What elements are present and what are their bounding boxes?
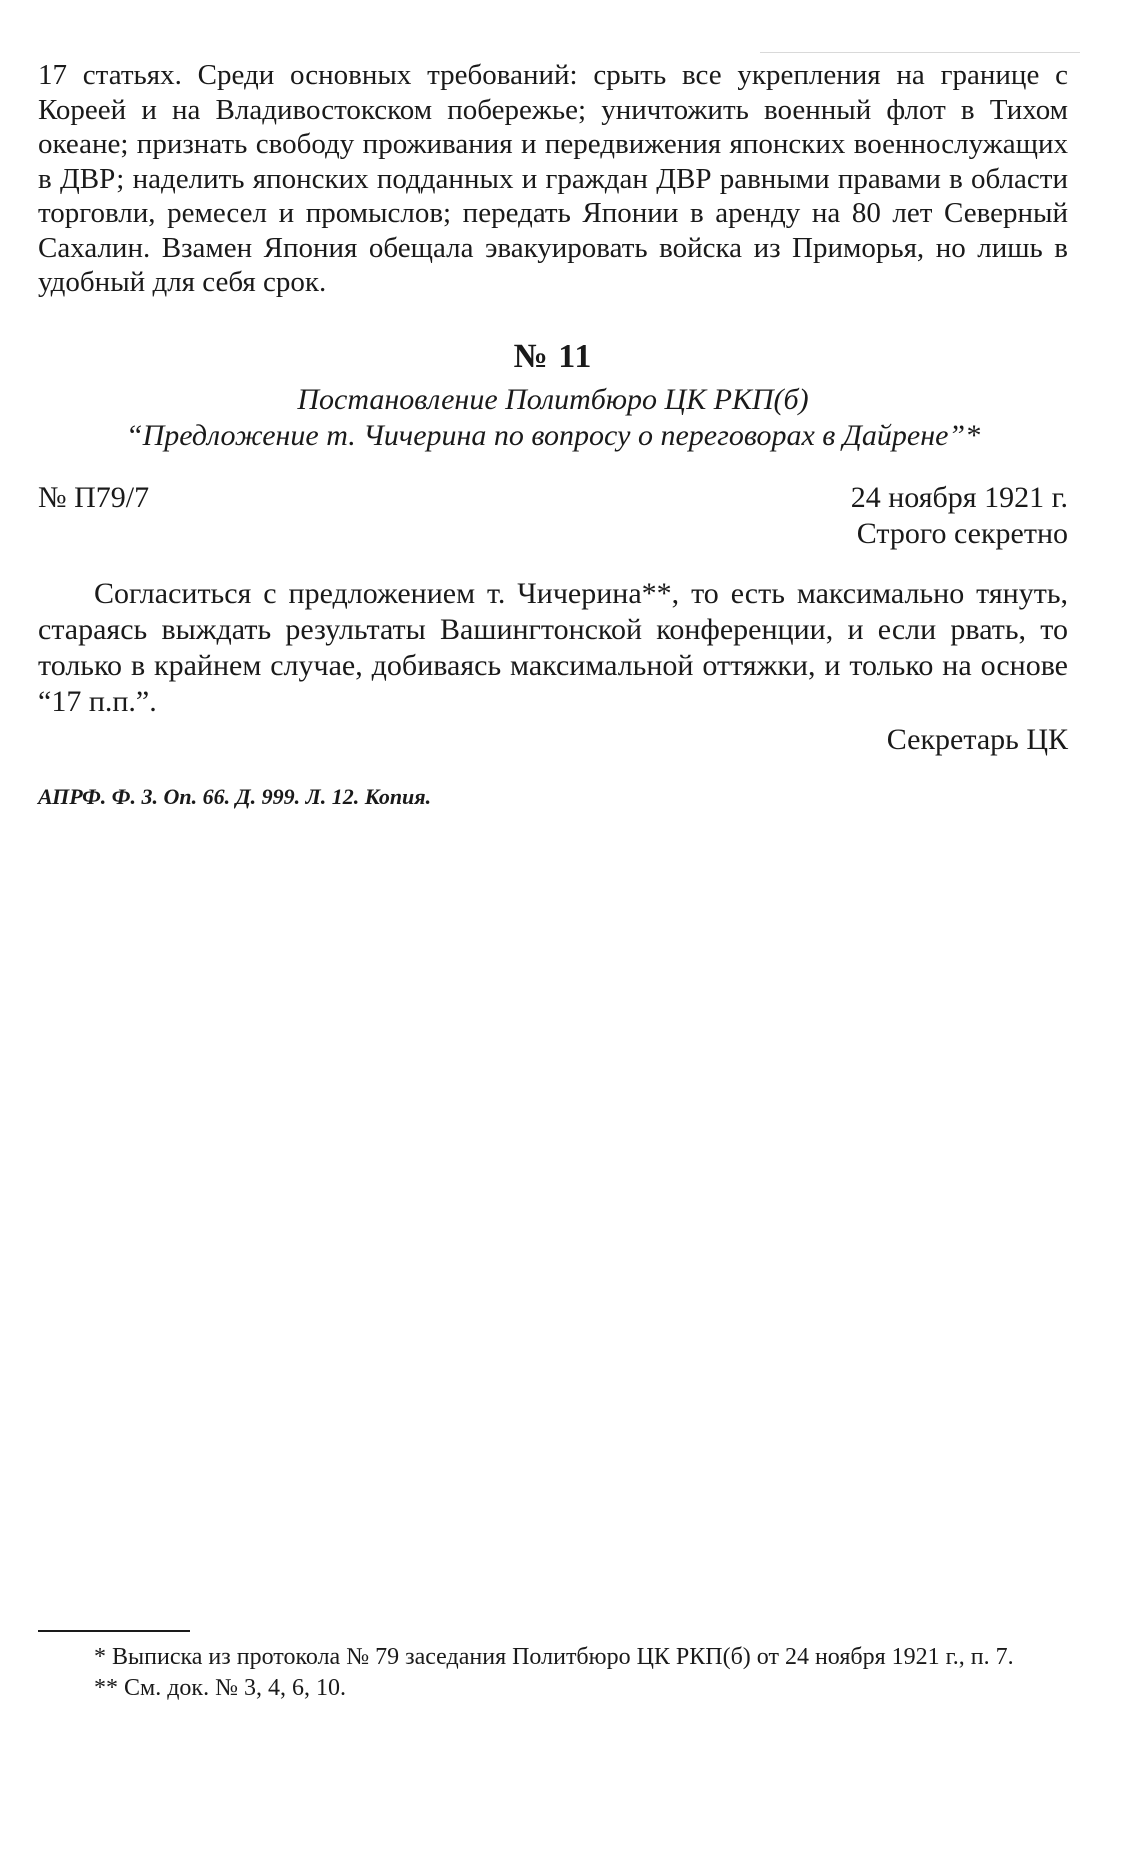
signature: Секретарь ЦК (886, 722, 1068, 756)
intro-paragraph: 17 статьях. Среди основных требований: срыть все укрепления на границе с Кореей и на Владивостокском побережье; уничтожить военный флот в Тихом океане; признать свободу проживания и передвижения японских военнослужащих в ДВР; наделить японских подданных и граждан ДВР равными правами в области торговли, ремесел и промыслов; передать Японии в аренду на 80 лет Северный Сахалин. Взамен Япония обещала эвакуировать войска из Приморья, но лишь в удобный для себя срок. (38, 59, 1068, 298)
document-title-line-2: “Предложение т. Чичерина по вопросу о переговорах в Дайрене”* (125, 418, 981, 452)
document-meta-row (38, 480, 1068, 516)
bleed-through-rule (760, 52, 1080, 53)
footnote-2: ** См. док. № 3, 4, 6, 10. (94, 1675, 346, 1701)
document-number: № 11 (513, 337, 593, 375)
resolution-text: Согласиться с предложением т. Чичерина**, то есть максимально тянуть, стараясь выждать результаты Вашингтонской конференции, и если рвать, то только в крайнем случае, добиваясь максимальной оттяжки, и только на основе “17 п.п.”. (38, 576, 1068, 718)
footnote-1: * Выписка из протокола № 79 заседания Политбюро ЦК РКП(б) от 24 ноября 1921 г., п. 7. (94, 1644, 1014, 1670)
footnote-separator (38, 1630, 190, 1632)
archive-reference: АПРФ. Ф. 3. Оп. 66. Д. 999. Л. 12. Копия. (38, 783, 432, 809)
footnotes (38, 1642, 1068, 1704)
page-content (38, 58, 1068, 810)
document-date: 24 ноября 1921 г. (850, 480, 1068, 514)
classification-stamp: Строго секретно (856, 516, 1068, 550)
document-title-line-1: Постановление Политбюро ЦК РКП(б) (297, 382, 809, 416)
protocol-number: № П79/7 (38, 480, 150, 514)
